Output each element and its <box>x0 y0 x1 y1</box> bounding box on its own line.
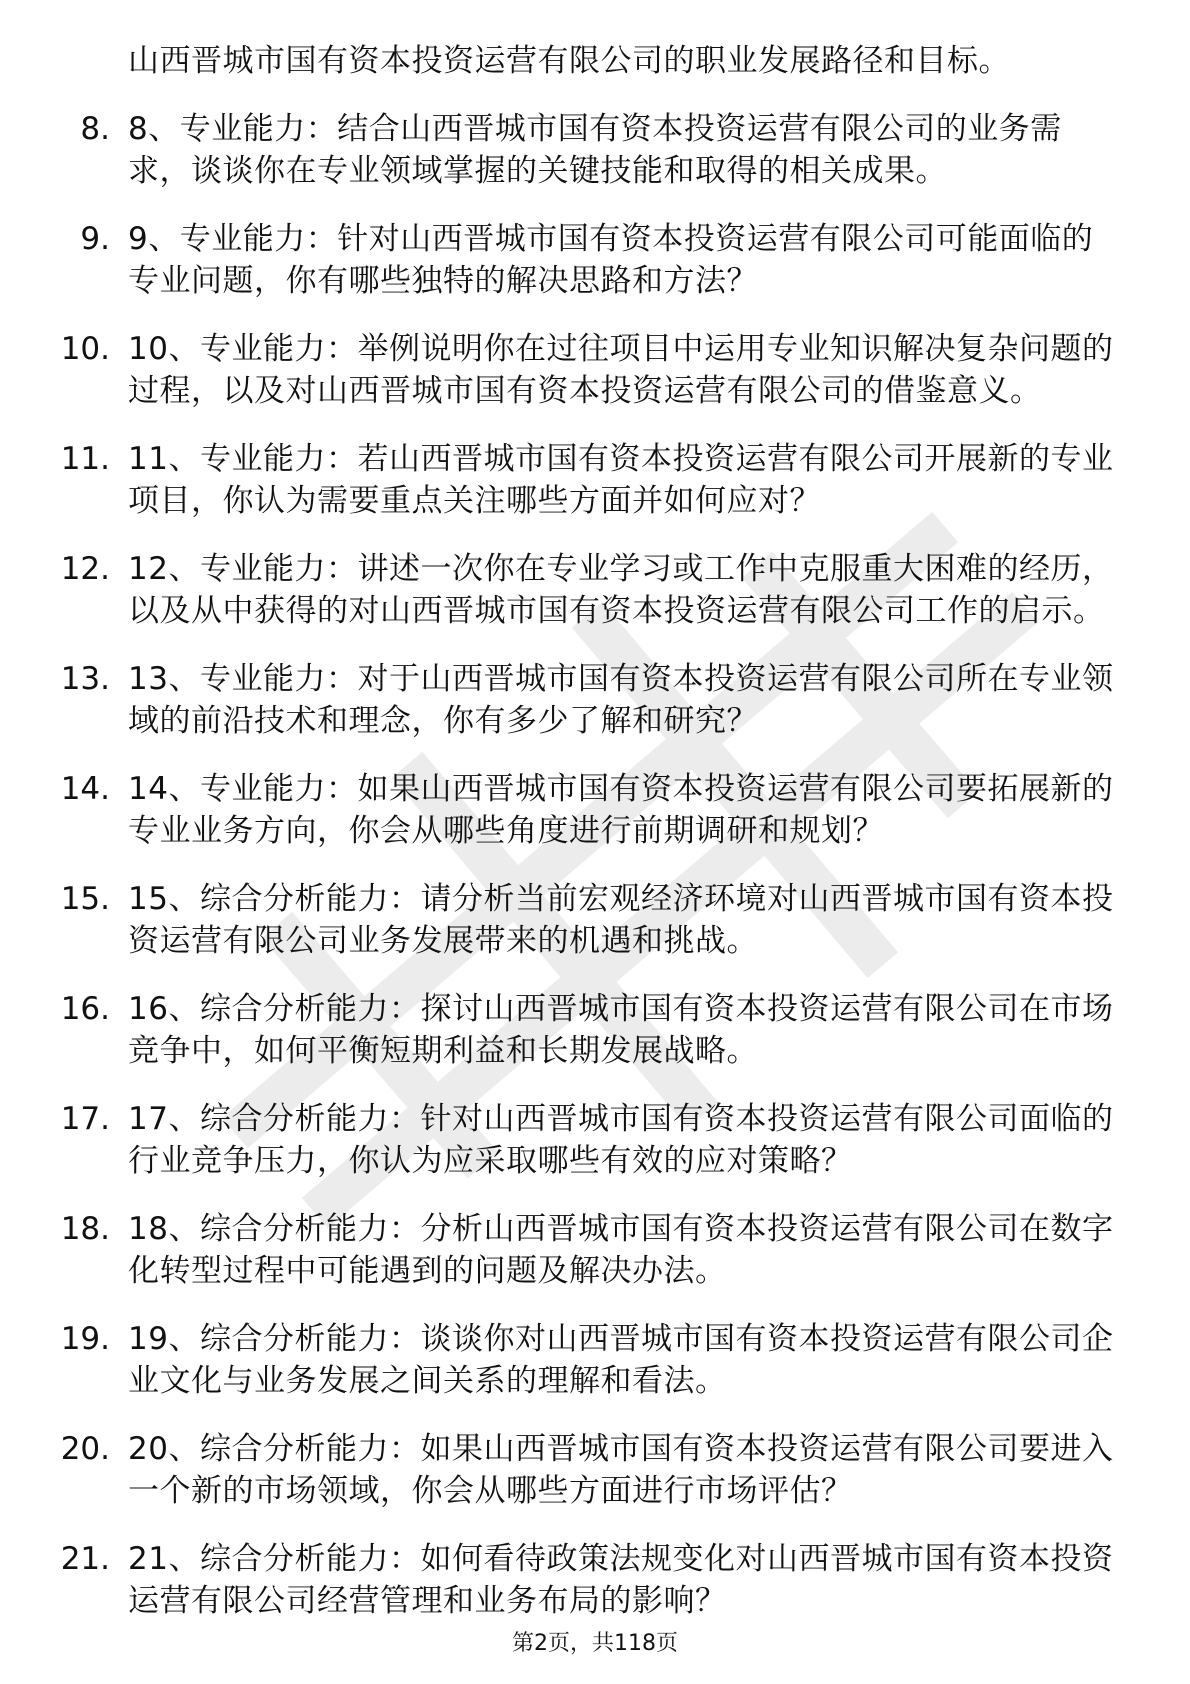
item-number: 18. <box>60 1211 110 1247</box>
document-body <box>0 40 1190 1648</box>
list-item <box>0 878 1190 962</box>
list-item <box>0 328 1190 412</box>
item-text: 21、综合分析能力：如何看待政策法规变化对山西晋城市国有资本投资运营有限公司经营管理和业务布局的影响？ <box>128 1541 1114 1619</box>
item-number: 16. <box>60 991 110 1027</box>
item-text: 14、专业能力：如果山西晋城市国有资本投资运营有限公司要拓展新的专业业务方向，你会从哪些角度进行前期调研和规划？ <box>128 771 1114 849</box>
item-number: 20. <box>60 1431 110 1467</box>
item-text: 18、综合分析能力：分析山西晋城市国有资本投资运营有限公司在数字化转型过程中可能遇到的问题及解决办法。 <box>128 1211 1114 1289</box>
item-text: 20、综合分析能力：如果山西晋城市国有资本投资运营有限公司要进入一个新的市场领域，你会从哪些方面进行市场评估？ <box>128 1431 1114 1509</box>
list-item <box>0 1318 1190 1402</box>
question-list <box>0 108 1190 1622</box>
item-number: 10. <box>60 331 110 367</box>
item-text: 11、专业能力：若山西晋城市国有资本投资运营有限公司开展新的专业项目，你认为需要重点关注哪些方面并如何应对？ <box>128 441 1114 519</box>
list-item <box>0 1428 1190 1512</box>
list-item <box>0 1538 1190 1622</box>
item-text: 15、综合分析能力：请分析当前宏观经济环境对山西晋城市国有资本投资运营有限公司业务发展带来的机遇和挑战。 <box>128 881 1114 959</box>
list-item <box>0 108 1190 192</box>
item-number: 17. <box>60 1101 110 1137</box>
list-item <box>0 1098 1190 1182</box>
item-text: 8、专业能力：结合山西晋城市国有资本投资运营有限公司的业务需求，谈谈你在专业领域掌握的关键技能和取得的相关成果。 <box>128 111 1062 189</box>
item-number: 9. <box>80 221 110 257</box>
item-text: 10、专业能力：举例说明你在过往项目中运用专业知识解决复杂问题的过程，以及对山西晋城市国有资本投资运营有限公司的借鉴意义。 <box>128 331 1114 409</box>
list-item <box>0 988 1190 1072</box>
list-item <box>0 218 1190 302</box>
item-text: 19、综合分析能力：谈谈你对山西晋城市国有资本投资运营有限公司企业文化与业务发展之间关系的理解和看法。 <box>128 1321 1114 1399</box>
item-number: 19. <box>60 1321 110 1357</box>
item-text: 12、专业能力：讲述一次你在专业学习或工作中克服重大困难的经历，以及从中获得的对山西晋城市国有资本投资运营有限公司工作的启示。 <box>128 551 1114 629</box>
item-text: 17、综合分析能力：针对山西晋城市国有资本投资运营有限公司面临的行业竞争压力，你认为应采取哪些有效的应对策略？ <box>128 1101 1114 1179</box>
item-number: 15. <box>60 881 110 917</box>
list-item <box>0 1208 1190 1292</box>
page-footer: 第2页，共118页 <box>512 1631 678 1656</box>
item-number: 13. <box>60 661 110 697</box>
item-number: 11. <box>60 441 110 477</box>
item-number: 14. <box>60 771 110 807</box>
item-text: 16、综合分析能力：探讨山西晋城市国有资本投资运营有限公司在市场竞争中，如何平衡短期利益和长期发展战略。 <box>128 991 1114 1069</box>
list-item <box>0 438 1190 522</box>
list-item <box>0 658 1190 742</box>
carry-over-paragraph: 山西晋城市国有资本投资运营有限公司的职业发展路径和目标。 <box>128 43 1010 79</box>
list-item <box>0 768 1190 852</box>
item-text: 13、专业能力：对于山西晋城市国有资本投资运营有限公司所在专业领域的前沿技术和理念，你有多少了解和研究？ <box>128 661 1114 739</box>
item-number: 12. <box>60 551 110 587</box>
list-item <box>0 548 1190 632</box>
item-number: 21. <box>60 1541 110 1577</box>
item-text: 9、专业能力：针对山西晋城市国有资本投资运营有限公司可能面临的专业问题，你有哪些独特的解决思路和方法？ <box>128 221 1094 299</box>
item-number: 8. <box>80 111 110 147</box>
